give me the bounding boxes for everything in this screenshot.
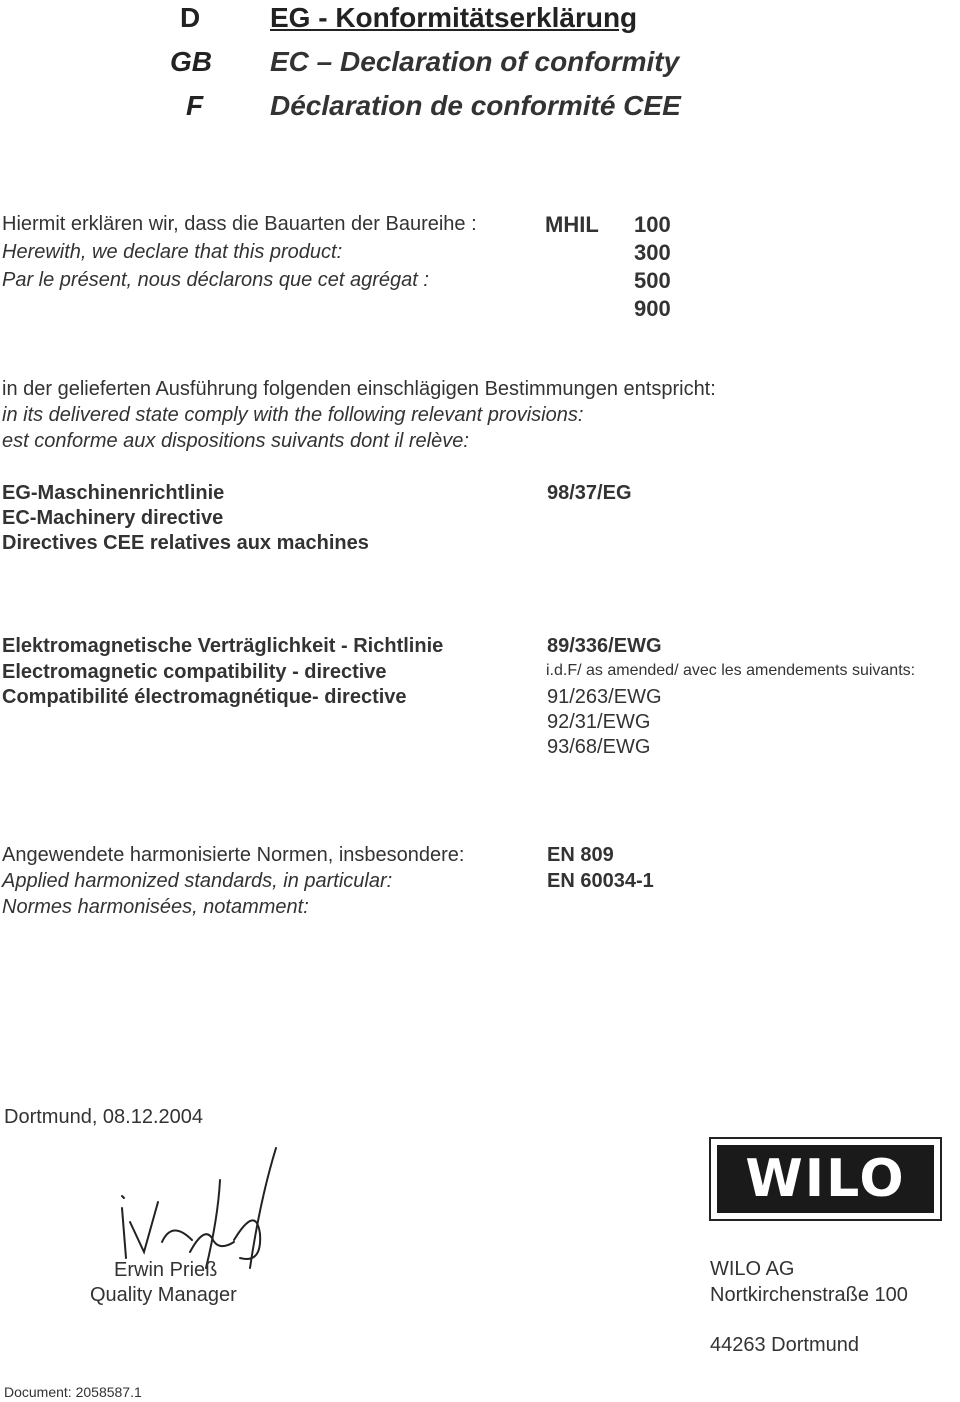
document-id: Document: 2058587.1 — [4, 1384, 142, 1400]
emc-amendment: 93/68/EWG — [547, 736, 651, 758]
title-en: EC – Declaration of conformity — [270, 46, 680, 77]
emc-de: Elektromagnetische Verträglichkeit - Richtlinie — [2, 635, 444, 657]
model-500: 500 — [634, 268, 671, 293]
machinery-de: EG-Maschinenrichtlinie — [2, 482, 225, 504]
model-100: 100 — [634, 212, 671, 237]
emc-amend-note: i.d.F/ as amended/ avec les amendements suivants: — [546, 662, 916, 679]
machinery-en: EC-Machinery directive — [2, 507, 224, 529]
machinery-fr: Directives CEE relatives aux machines — [2, 532, 369, 554]
standard-item: EN 60034-1 — [547, 870, 654, 892]
standard-item: EN 809 — [547, 844, 614, 866]
company-street: Nortkirchenstraße 100 — [710, 1284, 908, 1306]
lang-code-gb: GB — [170, 46, 212, 77]
lang-code-f: F — [186, 90, 204, 121]
company-logo — [709, 1137, 942, 1221]
standards-en: Applied harmonized standards, in particular: — [2, 870, 393, 892]
emc-en: Electromagnetic compatibility - directive — [2, 661, 387, 683]
place-date: Dortmund, 08.12.2004 — [4, 1106, 204, 1128]
compliance-fr: est conforme aux dispositions suivants dont il relève: — [2, 430, 469, 452]
signatory-title: Quality Manager — [90, 1284, 237, 1306]
declaration-fr: Par le présent, nous déclarons que cet agrégat : — [2, 269, 429, 291]
signatory-name: Erwin Prieß — [114, 1259, 218, 1281]
title-fr: Déclaration de conformité CEE — [270, 90, 681, 121]
model-900: 900 — [634, 296, 671, 321]
series-name: MHIL — [545, 212, 599, 237]
signature-image — [100, 1140, 290, 1270]
compliance-de: in der gelieferten Ausführung folgenden einschlägigen Bestimmungen entspricht: — [2, 378, 716, 400]
company-name: WILO AG — [710, 1258, 795, 1280]
standards-fr: Normes harmonisées, notamment: — [2, 896, 309, 918]
title-de: EG - Konformitätserklärung — [270, 2, 638, 33]
compliance-en: in its delivered state comply with the following relevant provisions: — [2, 404, 584, 426]
emc-code: 89/336/EWG — [547, 635, 662, 657]
lang-code-de: D — [180, 2, 201, 33]
declaration-de: Hiermit erklären wir, dass die Bauarten der Baureihe : — [2, 213, 477, 235]
logo-wordmark: WILO — [717, 1145, 934, 1213]
emc-amendment: 91/263/EWG — [547, 686, 662, 708]
emc-fr: Compatibilité électromagnétique- directive — [2, 686, 407, 708]
standards-de: Angewendete harmonisierte Normen, insbesondere: — [2, 844, 465, 866]
declaration-en: Herewith, we declare that this product: — [2, 241, 343, 263]
emc-amendment: 92/31/EWG — [547, 711, 651, 733]
machinery-code: 98/37/EG — [547, 482, 632, 504]
company-city: 44263 Dortmund — [710, 1334, 859, 1356]
model-300: 300 — [634, 240, 671, 265]
